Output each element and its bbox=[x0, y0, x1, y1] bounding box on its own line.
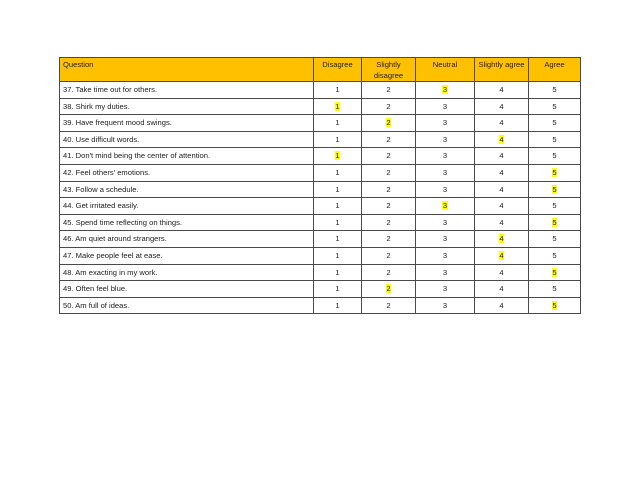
scale-value: 4 bbox=[499, 184, 504, 194]
header-row bbox=[60, 58, 581, 82]
scale-cell[interactable] bbox=[475, 115, 529, 132]
scale-cell[interactable] bbox=[475, 214, 529, 231]
scale-value: 1 bbox=[335, 267, 340, 277]
scale-value: 3 bbox=[442, 217, 448, 227]
selected-scale-value: 5 bbox=[552, 217, 557, 227]
scale-value: 5 bbox=[552, 201, 557, 211]
scale-value: 3 bbox=[442, 267, 448, 277]
scale-cell[interactable] bbox=[416, 198, 475, 215]
scale-cell[interactable] bbox=[529, 264, 581, 281]
scale-cell[interactable] bbox=[475, 131, 529, 148]
scale-cell[interactable] bbox=[314, 198, 362, 215]
scale-value: 5 bbox=[552, 250, 557, 260]
scale-cell[interactable] bbox=[529, 198, 581, 215]
scale-cell[interactable] bbox=[475, 264, 529, 281]
selected-scale-value: 4 bbox=[499, 134, 504, 144]
table-row bbox=[60, 148, 581, 165]
scale-value: 2 bbox=[386, 217, 391, 227]
scale-cell[interactable] bbox=[475, 297, 529, 314]
scale-cell[interactable] bbox=[362, 148, 416, 165]
scale-value: 3 bbox=[442, 151, 448, 161]
scale-cell[interactable] bbox=[529, 148, 581, 165]
scale-cell[interactable] bbox=[416, 82, 475, 99]
scale-cell[interactable] bbox=[416, 98, 475, 115]
selected-scale-value: 1 bbox=[335, 151, 340, 161]
survey-body bbox=[60, 82, 581, 314]
scale-value: 5 bbox=[552, 284, 557, 294]
header-neutral: Neutral bbox=[416, 58, 475, 82]
scale-value: 3 bbox=[442, 134, 448, 144]
selected-scale-value: 2 bbox=[386, 118, 391, 128]
scale-cell[interactable] bbox=[314, 247, 362, 264]
selected-scale-value: 4 bbox=[499, 250, 504, 260]
scale-value: 5 bbox=[552, 234, 557, 244]
scale-cell[interactable] bbox=[475, 181, 529, 198]
header-slightly-disagree: Slightly disagree bbox=[362, 58, 416, 82]
scale-value: 2 bbox=[386, 167, 391, 177]
selected-scale-value: 5 bbox=[552, 300, 557, 310]
table-row bbox=[60, 264, 581, 281]
scale-value: 1 bbox=[335, 234, 340, 244]
question-text: 42. Feel others' emotions. bbox=[60, 164, 314, 181]
scale-value: 1 bbox=[335, 134, 340, 144]
scale-value: 5 bbox=[552, 151, 557, 161]
scale-cell[interactable] bbox=[314, 82, 362, 99]
scale-cell[interactable] bbox=[314, 181, 362, 198]
scale-cell[interactable] bbox=[314, 231, 362, 248]
scale-value: 3 bbox=[442, 250, 448, 260]
scale-cell[interactable] bbox=[416, 247, 475, 264]
scale-value: 3 bbox=[442, 167, 448, 177]
scale-cell[interactable] bbox=[475, 231, 529, 248]
question-text: 44. Get irritated easily. bbox=[60, 198, 314, 215]
scale-value: 2 bbox=[386, 201, 391, 211]
question-text: 41. Don't mind being the center of attention. bbox=[60, 148, 314, 165]
scale-value: 4 bbox=[499, 217, 504, 227]
scale-value: 5 bbox=[552, 118, 557, 128]
header-question: Question bbox=[60, 58, 314, 82]
scale-cell[interactable] bbox=[475, 247, 529, 264]
selected-scale-value: 4 bbox=[499, 234, 504, 244]
question-text: 50. Am full of ideas. bbox=[60, 297, 314, 314]
question-text: 43. Follow a schedule. bbox=[60, 181, 314, 198]
scale-cell[interactable] bbox=[362, 264, 416, 281]
header-slightly-agree: Slightly agree bbox=[475, 58, 529, 82]
scale-value: 1 bbox=[335, 201, 340, 211]
scale-cell[interactable] bbox=[362, 131, 416, 148]
scale-cell[interactable] bbox=[529, 115, 581, 132]
question-text: 38. Shirk my duties. bbox=[60, 98, 314, 115]
scale-value: 1 bbox=[335, 217, 340, 227]
scale-value: 1 bbox=[335, 250, 340, 260]
scale-cell[interactable] bbox=[529, 131, 581, 148]
scale-value: 2 bbox=[386, 151, 391, 161]
scale-value: 1 bbox=[335, 184, 340, 194]
scale-cell[interactable] bbox=[362, 164, 416, 181]
scale-cell[interactable] bbox=[475, 98, 529, 115]
selected-scale-value: 2 bbox=[386, 284, 391, 294]
table-row bbox=[60, 181, 581, 198]
scale-cell[interactable] bbox=[416, 231, 475, 248]
table-row bbox=[60, 281, 581, 298]
scale-cell[interactable] bbox=[475, 198, 529, 215]
scale-value: 3 bbox=[442, 300, 448, 310]
scale-value: 2 bbox=[386, 267, 391, 277]
question-text: 46. Am quiet around strangers. bbox=[60, 231, 314, 248]
scale-cell[interactable] bbox=[362, 115, 416, 132]
scale-cell[interactable] bbox=[416, 181, 475, 198]
scale-value: 3 bbox=[442, 284, 448, 294]
selected-scale-value: 3 bbox=[442, 85, 448, 94]
scale-cell[interactable] bbox=[314, 164, 362, 181]
question-text: 48. Am exacting in my work. bbox=[60, 264, 314, 281]
header-disagree: Disagree bbox=[314, 58, 362, 82]
scale-cell[interactable] bbox=[416, 148, 475, 165]
table-row bbox=[60, 231, 581, 248]
scale-cell[interactable] bbox=[416, 115, 475, 132]
scale-cell[interactable] bbox=[416, 264, 475, 281]
selected-scale-value: 1 bbox=[335, 101, 340, 111]
header-agree: Agree bbox=[529, 58, 581, 82]
scale-cell[interactable] bbox=[529, 297, 581, 314]
scale-cell[interactable] bbox=[475, 148, 529, 165]
question-text: 49. Often feel blue. bbox=[60, 281, 314, 298]
selected-scale-value: 5 bbox=[552, 167, 557, 177]
scale-value: 3 bbox=[442, 101, 448, 111]
scale-value: 3 bbox=[442, 184, 448, 194]
scale-cell[interactable] bbox=[362, 214, 416, 231]
selected-scale-value: 5 bbox=[552, 267, 557, 277]
scale-cell[interactable] bbox=[362, 181, 416, 198]
scale-cell[interactable] bbox=[529, 281, 581, 298]
scale-cell[interactable] bbox=[362, 247, 416, 264]
scale-cell[interactable] bbox=[314, 297, 362, 314]
scale-value: 1 bbox=[335, 118, 340, 128]
scale-value: 2 bbox=[386, 250, 391, 260]
scale-value: 4 bbox=[499, 85, 504, 94]
scale-cell[interactable] bbox=[314, 115, 362, 132]
scale-cell[interactable] bbox=[362, 198, 416, 215]
scale-cell[interactable] bbox=[362, 98, 416, 115]
survey-table bbox=[59, 57, 581, 314]
scale-value: 1 bbox=[335, 284, 340, 294]
scale-value: 2 bbox=[386, 85, 391, 94]
scale-value: 4 bbox=[499, 118, 504, 128]
scale-value: 4 bbox=[499, 284, 504, 294]
scale-cell[interactable] bbox=[314, 264, 362, 281]
scale-value: 4 bbox=[499, 101, 504, 111]
scale-cell[interactable] bbox=[529, 214, 581, 231]
scale-cell[interactable] bbox=[362, 281, 416, 298]
scale-value: 4 bbox=[499, 300, 504, 310]
question-text: 39. Have frequent mood swings. bbox=[60, 115, 314, 132]
scale-cell[interactable] bbox=[314, 98, 362, 115]
table-row bbox=[60, 297, 581, 314]
question-text: 37. Take time out for others. bbox=[60, 82, 314, 99]
scale-cell[interactable] bbox=[314, 131, 362, 148]
scale-value: 2 bbox=[386, 101, 391, 111]
scale-cell[interactable] bbox=[529, 164, 581, 181]
scale-value: 1 bbox=[335, 300, 340, 310]
scale-value: 2 bbox=[386, 234, 391, 244]
scale-cell[interactable] bbox=[362, 297, 416, 314]
question-text: 45. Spend time reflecting on things. bbox=[60, 214, 314, 231]
scale-cell[interactable] bbox=[416, 297, 475, 314]
scale-cell[interactable] bbox=[475, 281, 529, 298]
scale-cell[interactable] bbox=[416, 281, 475, 298]
scale-value: 4 bbox=[499, 267, 504, 277]
scale-cell[interactable] bbox=[529, 247, 581, 264]
table-row bbox=[60, 198, 581, 215]
scale-cell[interactable] bbox=[529, 231, 581, 248]
scale-cell[interactable] bbox=[475, 164, 529, 181]
table-row bbox=[60, 98, 581, 115]
scale-value: 2 bbox=[386, 184, 391, 194]
scale-value: 4 bbox=[499, 167, 504, 177]
scale-value: 3 bbox=[442, 234, 448, 244]
table-row bbox=[60, 247, 581, 264]
scale-value: 1 bbox=[335, 167, 340, 177]
scale-value: 4 bbox=[499, 151, 504, 161]
table-row bbox=[60, 82, 581, 99]
scale-cell[interactable] bbox=[314, 281, 362, 298]
scale-value: 3 bbox=[442, 118, 448, 128]
scale-cell[interactable] bbox=[314, 148, 362, 165]
table-row bbox=[60, 164, 581, 181]
scale-value: 1 bbox=[335, 85, 340, 94]
scale-cell[interactable] bbox=[529, 98, 581, 115]
scale-value: 4 bbox=[499, 201, 504, 211]
scale-cell[interactable] bbox=[529, 181, 581, 198]
scale-cell[interactable] bbox=[416, 131, 475, 148]
scale-value: 5 bbox=[552, 85, 557, 94]
scale-cell[interactable] bbox=[475, 82, 529, 99]
scale-value: 5 bbox=[552, 134, 557, 144]
scale-cell[interactable] bbox=[416, 164, 475, 181]
table-row bbox=[60, 131, 581, 148]
question-text: 40. Use difficult words. bbox=[60, 131, 314, 148]
table-row bbox=[60, 115, 581, 132]
scale-cell[interactable] bbox=[529, 82, 581, 99]
selected-scale-value: 3 bbox=[442, 201, 448, 211]
question-text: 47. Make people feel at ease. bbox=[60, 247, 314, 264]
scale-value: 5 bbox=[552, 101, 557, 111]
scale-cell[interactable] bbox=[362, 82, 416, 99]
scale-cell[interactable] bbox=[416, 214, 475, 231]
scale-cell[interactable] bbox=[314, 214, 362, 231]
table-row bbox=[60, 214, 581, 231]
scale-value: 2 bbox=[386, 134, 391, 144]
selected-scale-value: 5 bbox=[552, 184, 557, 194]
scale-value: 2 bbox=[386, 300, 391, 310]
scale-cell[interactable] bbox=[362, 231, 416, 248]
